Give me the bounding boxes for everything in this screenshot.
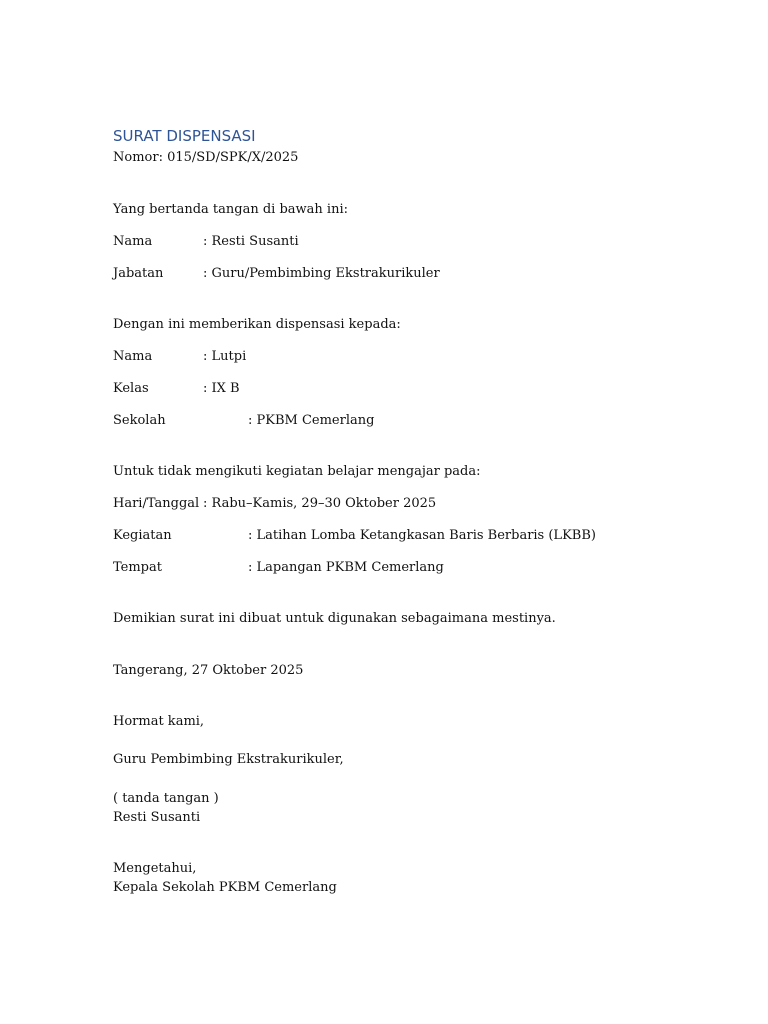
signer-full-name: Resti Susanti <box>113 810 201 825</box>
student-school-label: Sekolah <box>113 413 166 428</box>
letter-number: Nomor: 015/SD/SPK/X/2025 <box>113 150 299 165</box>
activity-event-value: : Latihan Lomba Ketangkasan Baris Berbaris (LKBB) <box>248 528 596 543</box>
student-name-label: Nama <box>113 349 153 364</box>
letter-title: SURAT DISPENSASI <box>113 127 256 145</box>
grant-intro: Dengan ini memberikan dispensasi kepada: <box>113 317 401 332</box>
acknowledge-label: Mengetahui, <box>113 861 197 876</box>
activity-place-label: Tempat <box>113 560 162 575</box>
activity-event-label: Kegiatan <box>113 528 172 543</box>
signer-intro: Yang bertanda tangan di bawah ini: <box>113 202 348 217</box>
student-class-label: Kelas <box>113 381 149 396</box>
signer-name-label: Nama <box>113 234 153 249</box>
closing-statement: Demikian surat ini dibuat untuk digunakan sebagaimana mestinya. <box>113 611 556 626</box>
signer-position-value: : Guru/Pembimbing Ekstrakurikuler <box>203 266 440 281</box>
place-date: Tangerang, 27 Oktober 2025 <box>113 663 304 678</box>
signer-name-value: : Resti Susanti <box>203 234 299 249</box>
signer-role: Guru Pembimbing Ekstrakurikuler, <box>113 752 344 767</box>
activity-date-value: : Rabu–Kamis, 29–30 Oktober 2025 <box>203 496 437 511</box>
student-class-value: : IX B <box>203 381 240 396</box>
student-school-value: : PKBM Cemerlang <box>248 413 375 428</box>
student-name-value: : Lutpi <box>203 349 247 364</box>
signer-position-label: Jabatan <box>113 266 164 281</box>
principal-title: Kepala Sekolah PKBM Cemerlang <box>113 880 337 895</box>
regards: Hormat kami, <box>113 714 205 729</box>
activity-date-label: Hari/Tanggal <box>113 496 200 511</box>
purpose-intro: Untuk tidak mengikuti kegiatan belajar mengajar pada: <box>113 464 481 479</box>
activity-place-value: : Lapangan PKBM Cemerlang <box>248 560 444 575</box>
signature-note: ( tanda tangan ) <box>113 791 219 806</box>
